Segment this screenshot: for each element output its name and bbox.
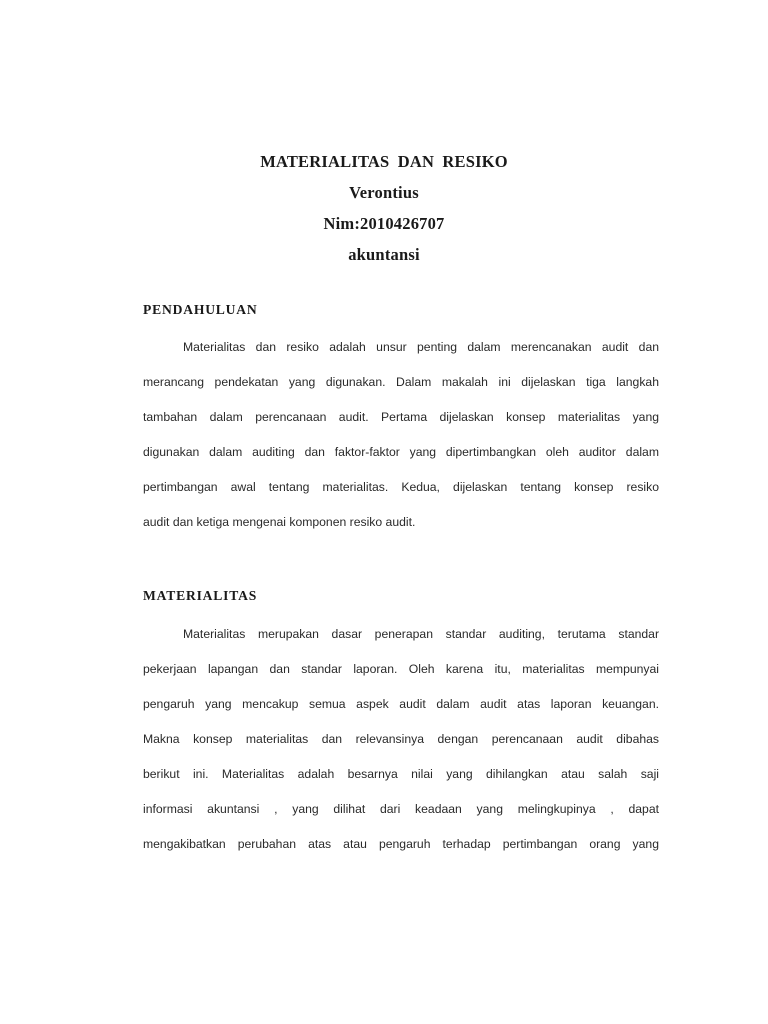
author-name: Verontius xyxy=(349,183,419,202)
paragraph-line: informasi akuntansi , yang dilihat dari keadaan yang melingkupinya , dapat xyxy=(143,802,659,816)
study-program: akuntansi xyxy=(348,245,420,264)
paragraph-line: digunakan dalam auditing dan faktor-faktor yang dipertimbangkan oleh auditor dalam xyxy=(143,445,659,459)
paragraph-line: Makna konsep materialitas dan relevansinya dengan perencanaan audit dibahas xyxy=(143,732,659,746)
paragraph-line: tambahan dalam perencanaan audit. Pertama dijelaskan konsep materialitas yang xyxy=(143,410,659,424)
paragraph-line: Materialitas dan resiko adalah unsur penting dalam merencanakan audit dan xyxy=(183,340,659,354)
section-heading-materialitas: MATERIALITAS xyxy=(143,588,258,603)
paragraph-line: pekerjaan lapangan dan standar laporan. Oleh karena itu, materialitas mempunyai xyxy=(143,662,659,676)
section-heading-pendahuluan: PENDAHULUAN xyxy=(143,302,258,317)
paragraph-line: merancang pendekatan yang digunakan. Dalam makalah ini dijelaskan tiga langkah xyxy=(143,375,659,389)
student-id: Nim:2010426707 xyxy=(323,214,445,233)
paragraph-line: mengakibatkan perubahan atas atau pengaruh terhadap pertimbangan orang yang xyxy=(143,837,659,851)
paragraph-line: berikut ini. Materialitas adalah besarnya nilai yang dihilangkan atau salah saji xyxy=(143,767,659,781)
title-block xyxy=(0,146,768,270)
paragraph-line: audit dan ketiga mengenai komponen resiko audit. xyxy=(143,515,416,529)
section-body-pendahuluan xyxy=(143,330,659,540)
paragraph-line: pertimbangan awal tentang materialitas. Kedua, dijelaskan tentang konsep resiko xyxy=(143,480,659,494)
paragraph-line: pengaruh yang mencakup semua aspek audit dalam audit atas laporan keuangan. xyxy=(143,697,659,711)
document-title: MATERIALITAS DAN RESIKO xyxy=(260,152,508,171)
paragraph-line: Materialitas merupakan dasar penerapan standar auditing, terutama standar xyxy=(183,627,659,641)
section-body-materialitas xyxy=(143,617,659,862)
